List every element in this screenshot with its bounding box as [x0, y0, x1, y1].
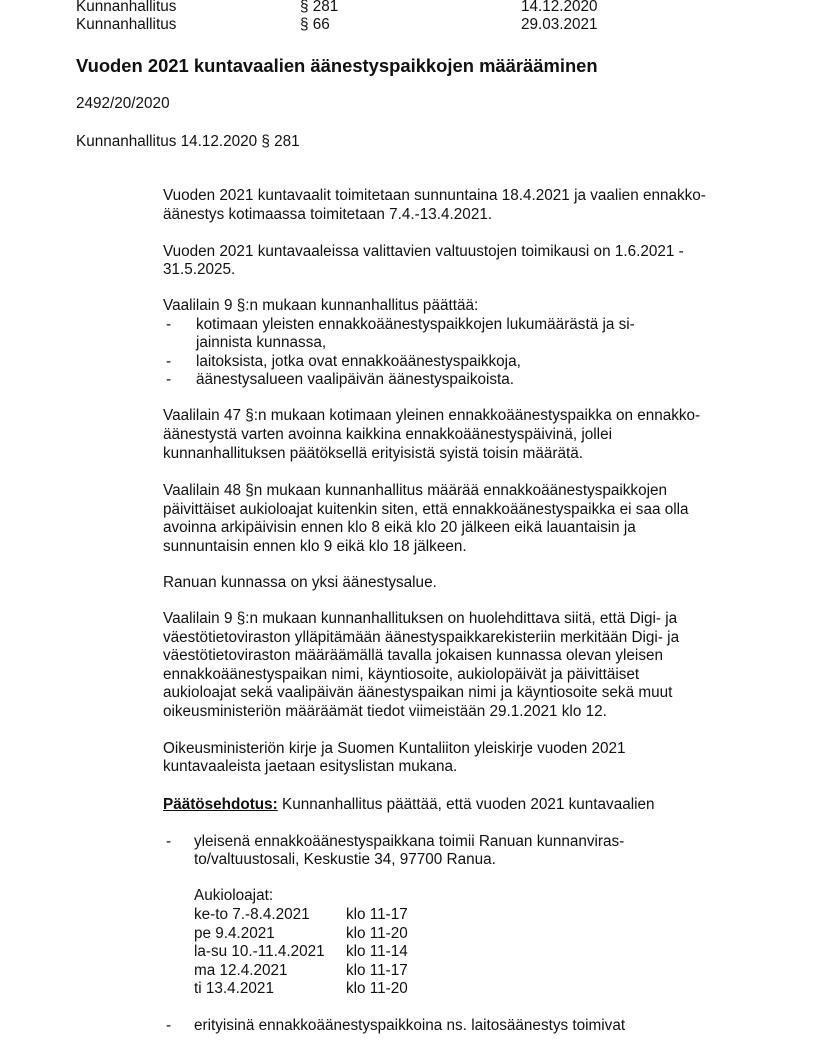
text-line: Vaalilain 48 §n mukaan kunnanhallitus määrää ennakkoäänestyspaikkojen	[163, 482, 667, 499]
text-line: oikeusministeriön määräämät tiedot viimeistään 29.1.2021 klo 12.	[163, 703, 607, 720]
meeting-reference: Kunnanhallitus 14.12.2020 § 281	[76, 133, 300, 150]
dash-bullet: -	[166, 371, 172, 388]
history-date: 29.03.2021	[521, 16, 598, 33]
dash-bullet: -	[166, 353, 172, 370]
proposal-line	[163, 796, 655, 814]
history-date: 14.12.2020	[521, 0, 598, 15]
case-number: 2492/20/2020	[76, 95, 170, 112]
text-line: jainnista kunnassa,	[196, 334, 327, 351]
text-line: sunnuntaisin ennen klo 9 eikä klo 18 jälkeen.	[163, 538, 467, 555]
text-line: kunnanhallituksen päätöksellä erityisistä syistä toisin määrätä.	[163, 445, 584, 462]
paragraph-voting-area: Ranuan kunnassa on yksi äänestysalue.	[163, 574, 437, 591]
text-line: väestötietoviraston määräämällä tavalla jokaisen kunnassa olevan yleisen	[163, 647, 663, 664]
text-line: laitoksista, jotka ovat ennakkoäänestyspaikkoja,	[196, 353, 521, 370]
proposal-label: Päätösehdotus:	[163, 796, 278, 813]
hours-time: klo 11-17	[346, 906, 408, 923]
dash-bullet: -	[166, 1017, 172, 1034]
history-body: Kunnanhallitus	[76, 16, 177, 33]
dash-bullet: -	[166, 316, 172, 333]
history-section: § 281	[300, 0, 339, 15]
page-title: Vuoden 2021 kuntavaalien äänestyspaikkojen määrääminen	[76, 55, 598, 76]
hours-time: klo 11-20	[346, 925, 408, 942]
hours-day: la-su 10.-11.4.2021	[194, 943, 325, 960]
hours-day: pe 9.4.2021	[194, 925, 275, 942]
text-line: erityisinä ennakkoäänestyspaikkoina ns. laitosäänestys toimivat	[194, 1017, 626, 1034]
text-line: avoinna arkipäivisin ennen klo 8 eikä klo 20 jälkeen eikä lauantaisin ja	[163, 519, 636, 536]
text-line: to/valtuustosali, Keskustie 34, 97700 Ranua.	[194, 851, 496, 868]
text-line: Vaalilain 47 §:n mukaan kotimaan yleinen ennakkoäänestyspaikka on ennakko-	[163, 407, 701, 424]
history-section: § 66	[300, 16, 330, 33]
text-line: Vaalilain 9 §:n mukaan kunnanhallituksen on huolehdittava siitä, että Digi- ja	[163, 610, 678, 627]
proposal-text: Kunnanhallitus päättää, että vuoden 2021 kuntavaalien	[277, 796, 655, 813]
text-line: 31.5.2025.	[163, 261, 236, 278]
text-line: äänestys kotimaassa toimitetaan 7.4.-13.4.2021.	[163, 206, 493, 223]
text-line: kuntavaaleista jaetaan esityslistan mukana.	[163, 758, 458, 775]
history-body: Kunnanhallitus	[76, 0, 177, 15]
text-line: äänestystä varten avoinna kaikkina ennakkoäänestyspäivinä, jollei	[163, 426, 612, 443]
hours-time: klo 11-14	[346, 943, 408, 960]
list-intro: Vaalilain 9 §:n mukaan kunnanhallitus päättää:	[163, 297, 479, 314]
text-line: yleisenä ennakkoäänestyspaikkana toimii Ranuan kunnanviras-	[194, 833, 625, 850]
dash-bullet: -	[166, 833, 172, 850]
text-line: ennakkoäänestyspaikan nimi, käyntiosoite, aukiolopäivät ja päivittäiset	[163, 666, 640, 683]
text-line: kotimaan yleisten ennakkoäänestyspaikkojen lukumäärästä ja si-	[196, 316, 635, 333]
text-line: Vuoden 2021 kuntavaalit toimitetaan sunnuntaina 18.4.2021 ja vaalien ennakko-	[163, 187, 706, 204]
hours-day: ma 12.4.2021	[194, 962, 288, 979]
text-line: äänestysalueen vaalipäivän äänestyspaikoista.	[196, 371, 515, 388]
hours-time: klo 11-20	[346, 980, 408, 997]
hours-time: klo 11-17	[346, 962, 408, 979]
text-line: päivittäiset aukioloajat kuitenkin siten, että ennakkoäänestyspaikka ei saa olla	[163, 501, 689, 518]
hours-day: ti 13.4.2021	[194, 980, 274, 997]
text-line: Vuoden 2021 kuntavaaleissa valittavien valtuustojen toimikausi on 1.6.2021 -	[163, 243, 684, 260]
text-line: aukioloajat sekä vaalipäivän äänestyspaikan nimi ja käyntiosoite sekä muut	[163, 684, 673, 701]
hours-day: ke-to 7.-8.4.2021	[194, 906, 310, 923]
text-line: Oikeusministeriön kirje ja Suomen Kuntaliiton yleiskirje vuoden 2021	[163, 740, 626, 757]
text-line: väestötietoviraston ylläpitämään äänestyspaikkarekisteriin merkitään Digi- ja	[163, 629, 680, 646]
hours-label: Aukioloajat:	[194, 887, 274, 904]
